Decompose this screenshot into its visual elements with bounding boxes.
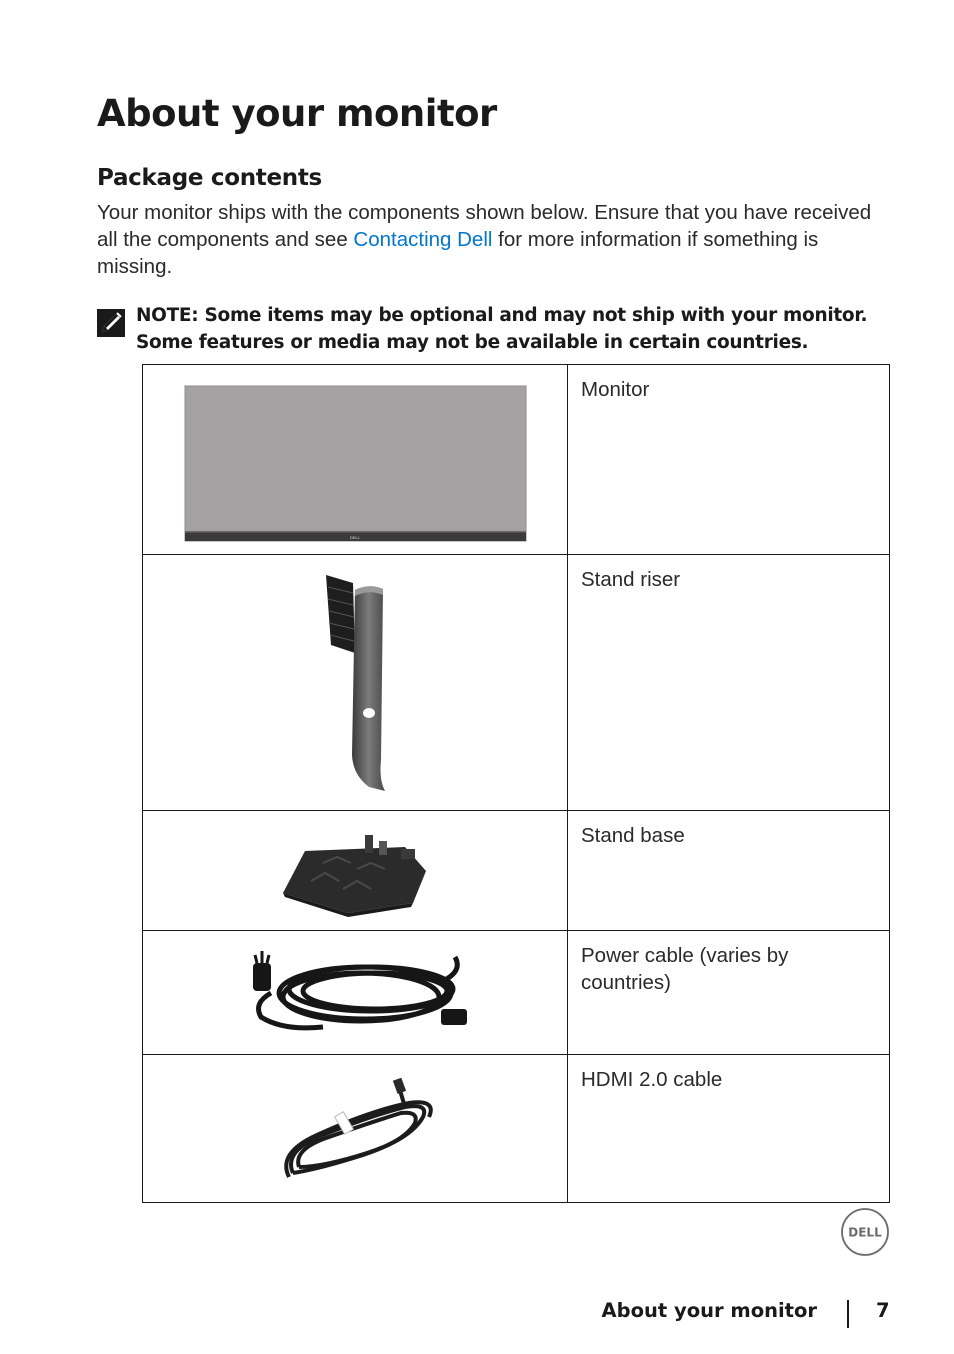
item-label: HDMI 2.0 cable	[568, 1055, 890, 1203]
image-cell	[143, 1055, 568, 1203]
item-label: Stand riser	[568, 555, 890, 811]
monitor-image	[143, 365, 567, 555]
dell-logo-text: DELL	[848, 1225, 882, 1240]
item-label: Power cable (varies by countries)	[568, 931, 890, 1055]
image-cell	[143, 931, 568, 1055]
footer-title: About your monitor	[601, 1299, 817, 1322]
item-label: Monitor	[568, 365, 890, 555]
page-title: About your monitor	[97, 92, 497, 135]
table-row	[143, 811, 890, 931]
intro-text-2: for more information if something is missing.	[97, 228, 819, 278]
image-cell	[143, 555, 568, 811]
note-pencil-icon	[97, 309, 125, 337]
intro-text-1: Your monitor ships with the components shown below. Ensure that you have received all the components and see	[97, 201, 872, 251]
dell-logo	[840, 1207, 890, 1257]
svg-text:DELL: DELL	[349, 535, 361, 540]
section-heading: Package contents	[97, 165, 322, 191]
contacting-dell-link[interactable]: Contacting Dell	[353, 228, 493, 251]
table-row	[143, 555, 890, 811]
table-row	[143, 1055, 890, 1203]
item-label: Stand base	[568, 811, 890, 931]
hdmi-cable-image	[143, 1055, 567, 1203]
intro-paragraph	[97, 199, 877, 280]
package-contents-table	[142, 364, 890, 1203]
table-row	[143, 365, 890, 555]
image-cell	[143, 365, 568, 555]
power-cable-image	[143, 931, 567, 1055]
note-text: NOTE: Some items may be optional and may not ship with your monitor. Some features or media may not be available in certain countries.	[136, 305, 868, 353]
stand-riser-image	[143, 555, 567, 811]
footer-separator	[847, 1300, 849, 1328]
image-cell	[143, 811, 568, 931]
page-number: 7	[876, 1299, 890, 1322]
table-row	[143, 931, 890, 1055]
stand-base-image	[143, 811, 567, 931]
